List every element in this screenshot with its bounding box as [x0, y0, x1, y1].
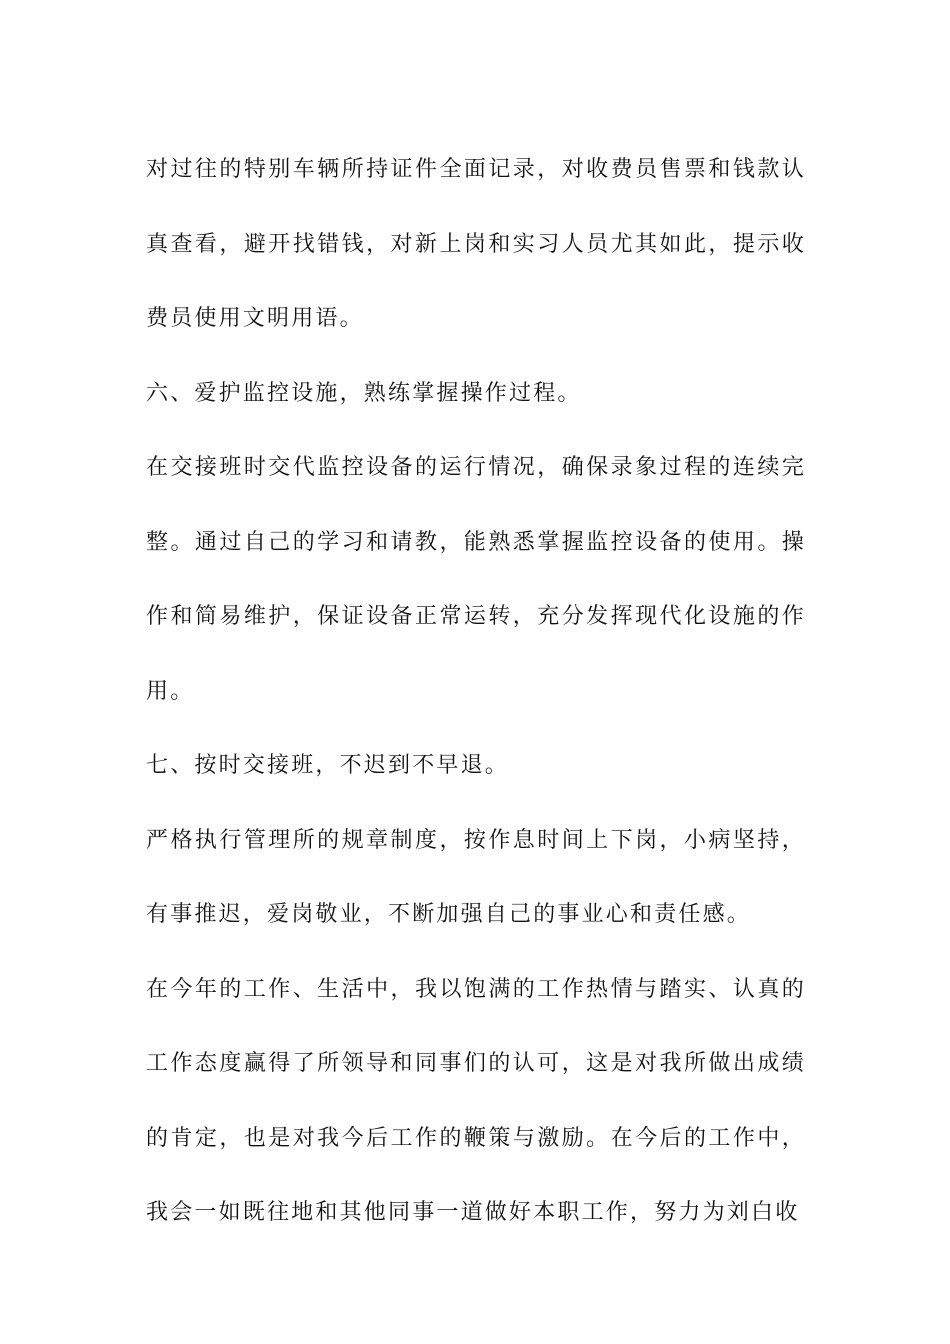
paragraph-records: 对过往的特别车辆所持证件全面记录，对收费员售票和钱款认真查看，避开找错钱，对新上岗和实习人员尤其如此，提示收费员使用文明用语。 — [146, 157, 806, 331]
document-body — [146, 133, 806, 1251]
paragraph-monitoring: 在交接班时交代监控设备的运行情况，确保录象过程的连续完整。通过自己的学习和请教，能熟悉掌握监控设备的使用。操作和简易维护，保证设备正常运转，充分发挥现代化设施的作用。 — [146, 455, 806, 704]
paragraph-summary: 在今年的工作、生活中，我以饱满的工作热情与踏实、认真的工作态度赢得了所领导和同事们的认可，这是对我所做出成绩的肯定，也是对我今后工作的鞭策与激励。在今后的工作中，我会一如既往地和其他同事一道做好本职工作，努力为刘白收 — [146, 976, 806, 1225]
paragraph-rules: 严格执行管理所的规章制度，按作息时间上下岗，小病坚持，有事推迟，爱岗敬业，不断加强自己的事业心和责任感。 — [146, 827, 806, 927]
section-heading-seven: 七、按时交接班，不迟到不早退。 — [146, 753, 510, 778]
section-heading-six: 六、爱护监控设施，熟练掌握操作过程。 — [146, 380, 582, 406]
